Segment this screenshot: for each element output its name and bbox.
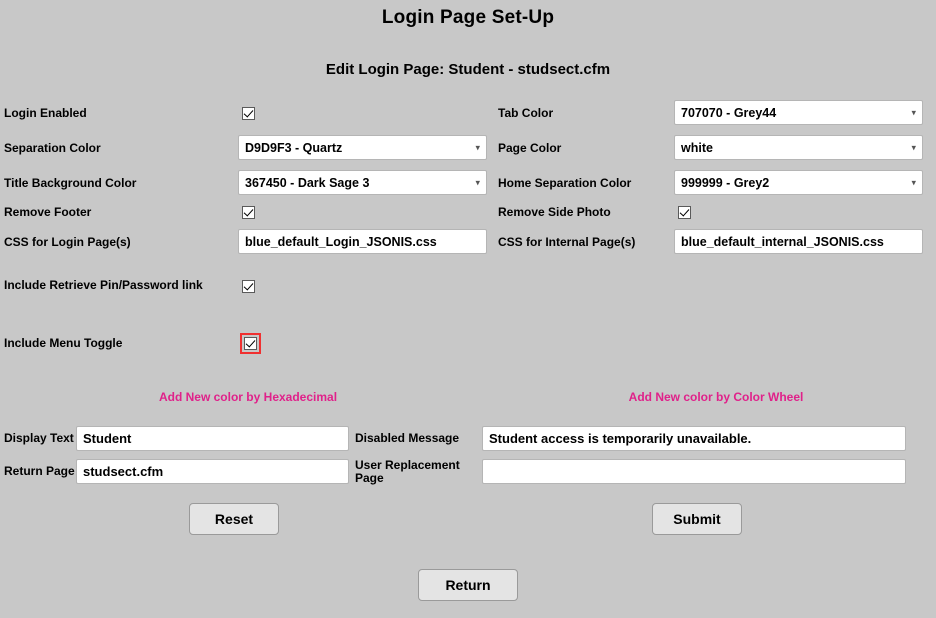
remove-side-photo-checkbox[interactable]: [678, 206, 691, 219]
submit-button[interactable]: Submit: [652, 503, 742, 535]
login-page-setup-form: [0, 100, 936, 601]
label-display-text: Display Text: [4, 431, 74, 446]
label-disabled-message: Disabled Message: [355, 430, 460, 445]
row-display-text: [0, 426, 936, 451]
page-color-cell: [674, 135, 932, 160]
tab-color-cell: [674, 100, 932, 125]
page-subtitle: Edit Login Page: Student - studsect.cfm: [325, 61, 611, 78]
add-color-hexadecimal-link[interactable]: Add New color by Hexadecimal: [158, 389, 338, 404]
form-row-remove-footer: [0, 205, 936, 219]
remove-footer-cell: [238, 205, 496, 219]
action-buttons-row: [0, 503, 936, 549]
css-login-cell: [238, 229, 496, 254]
row-return-page: [0, 459, 936, 485]
chevron-down-icon: ▾: [475, 177, 480, 187]
form-row-login-enabled: [0, 100, 936, 125]
form-row-include-menu-toggle: [0, 333, 936, 354]
css-internal-cell: [674, 229, 932, 254]
page-color-select[interactable]: [674, 135, 923, 160]
label-page-color: Page Color: [498, 140, 562, 155]
css-login-input[interactable]: [238, 229, 487, 254]
return-page-input[interactable]: [76, 459, 349, 484]
title-background-color-cell: [238, 170, 496, 195]
label-home-separation-color: Home Separation Color: [498, 175, 632, 190]
reset-button[interactable]: Reset: [189, 503, 279, 535]
disabled-message-input[interactable]: [482, 426, 906, 451]
separation-color-select-wrap: [238, 135, 487, 160]
chevron-down-icon: ▾: [911, 177, 916, 187]
form-row-title-background-color: [0, 170, 936, 195]
label-user-replacement-page: User Replacement Page: [355, 457, 460, 485]
tab-color-select-wrap: [674, 100, 923, 125]
include-menu-toggle-cell: [238, 333, 496, 354]
remove-footer-checkbox[interactable]: [242, 206, 255, 219]
bottom-fields: [0, 426, 936, 485]
label-return-page: Return Page: [4, 464, 75, 479]
label-title-background-color: Title Background Color: [4, 175, 137, 190]
form-row-css: [0, 229, 936, 254]
title-background-color-select[interactable]: [238, 170, 487, 195]
chevron-down-icon: ▾: [911, 142, 916, 152]
include-retrieve-pin-checkbox[interactable]: [242, 280, 255, 293]
return-button[interactable]: Return: [418, 569, 518, 601]
separation-color-select[interactable]: [238, 135, 487, 160]
login-enabled-checkbox[interactable]: [242, 107, 255, 120]
checkbox-login-enabled-cell: [238, 105, 496, 119]
remove-side-photo-cell: [674, 205, 932, 219]
tab-color-select[interactable]: [674, 100, 923, 125]
add-color-wheel-link[interactable]: Add New color by Color Wheel: [628, 389, 804, 404]
label-css-internal: CSS for Internal Page(s): [498, 234, 636, 249]
label-include-menu-toggle: Include Menu Toggle: [4, 336, 123, 351]
css-internal-input[interactable]: [674, 229, 923, 254]
page-title: Login Page Set-Up: [381, 7, 555, 28]
label-css-login: CSS for Login Page(s): [4, 234, 131, 249]
home-separation-color-cell: [674, 170, 932, 195]
include-menu-toggle-highlight: [240, 333, 261, 354]
chevron-down-icon: ▾: [911, 107, 916, 117]
return-button-row: [0, 569, 936, 601]
label-include-retrieve-pin: Include Retrieve Pin/Password link: [4, 278, 203, 293]
home-separation-color-select-wrap: [674, 170, 923, 195]
include-retrieve-pin-cell: [238, 278, 496, 292]
include-menu-toggle-checkbox[interactable]: [244, 337, 257, 350]
label-login-enabled: Login Enabled: [4, 105, 87, 120]
form-row-separation-color: [0, 135, 936, 160]
label-tab-color: Tab Color: [498, 105, 554, 120]
chevron-down-icon: ▾: [475, 142, 480, 152]
title-background-color-select-wrap: [238, 170, 487, 195]
home-separation-color-select[interactable]: [674, 170, 923, 195]
user-replacement-page-input[interactable]: [482, 459, 906, 484]
color-links-row: [0, 390, 936, 404]
separation-color-cell: [238, 135, 496, 160]
label-remove-side-photo: Remove Side Photo: [498, 205, 611, 220]
label-separation-color: Separation Color: [4, 140, 101, 155]
form-row-retrieve-pin: [0, 278, 936, 292]
display-text-input[interactable]: [76, 426, 349, 451]
label-remove-footer: Remove Footer: [4, 205, 92, 220]
page-color-select-wrap: [674, 135, 923, 160]
